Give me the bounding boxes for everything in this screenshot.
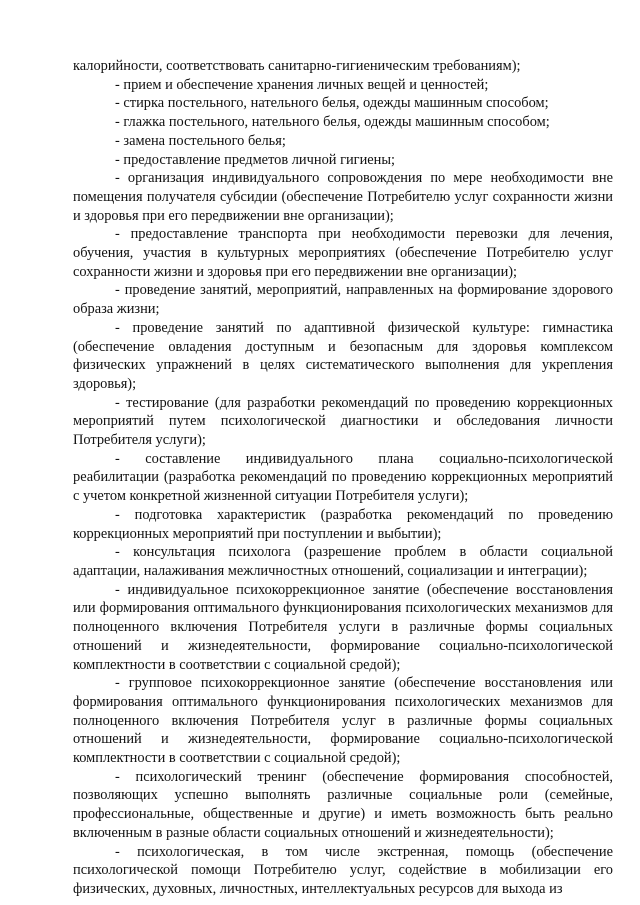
document-body xyxy=(73,57,613,899)
list-item: - предоставление предметов личной гигиены; xyxy=(115,151,396,168)
list-item: - проведение занятий по адаптивной физической культуре: гимнастика (обеспечение овладения доступным и безопасным для здоровья комплексом физических упражнений в целях систематического выполнения для укрепления здоровья); xyxy=(73,319,613,392)
list-item: - глажка постельного, нательного белья, одежды машинным способом; xyxy=(115,114,550,131)
list-item: - групповое психокоррекционное занятие (обеспечение восстановления или формирования оптимального функционирования психологических механизмов для полноценного включения Потребителя услуг в различные формы социальных отношений и жизнедеятельности, формирование социально-психологической комплектности в соответствии с социальной средой); xyxy=(73,675,613,767)
list-item: - составление индивидуального плана социально-психологической реабилитации (разработка рекомендаций по проведению коррекционных мероприятий с учетом конкретной жизненной ситуации Потребителя услуги); xyxy=(73,450,613,505)
list-item: - психологическая, в том числе экстренная, помощь (обеспечение психологической помощи Потребителю услуг, содействие в мобилизации его физических, духовных, личностных, интеллектуальных ресурсов для выхода из xyxy=(73,843,613,897)
list-item: - стирка постельного, нательного белья, одежды машинным способом; xyxy=(115,95,549,112)
list-item: - проведение занятий, мероприятий, направленных на формирование здорового образа жизни; xyxy=(73,282,613,318)
paragraph: калорийности, соответствовать санитарно-гигиеническим требованиям); xyxy=(73,58,521,74)
list-item: - подготовка характеристик (разработка рекомендаций по проведению коррекционных мероприятий при поступлении и выбытии); xyxy=(73,506,613,542)
list-item: - консультация психолога (разрешение проблем в области социальной адаптации, налаживания межличностных отношений, социализации и интеграции); xyxy=(73,544,613,579)
list-item: - индивидуальное психокоррекционное занятие (обеспечение восстановления или формирования оптимального функционирования психологических механизмов для полноценного включения Потребителя услуги в различные формы социальных отношений и жизнедеятельности, формирование социально-психологической комплектности в соответствии с социальной средой); xyxy=(73,581,613,673)
list-item: - замена постельного белья; xyxy=(115,132,286,149)
list-item: - организация индивидуального сопровождения по мере необходимости вне помещения получателя субсидии (обеспечение Потребителю услуг сохранности жизни и здоровья при его передвижении вне организации); xyxy=(73,170,613,224)
list-item: - предоставление транспорта при необходимости перевозки для лечения, обучения, участия в культурных мероприятиях (обеспечение Потребителю услуг сохранности жизни и здоровья при его передвижении вне организации); xyxy=(73,226,613,280)
list-item: - тестирование (для разработки рекомендаций по проведению коррекционных мероприятий путем психологической диагностики и обследования личности Потребителя услуги); xyxy=(73,394,613,449)
list-item: - прием и обеспечение хранения личных вещей и ценностей; xyxy=(115,76,489,93)
list-item: - психологический тренинг (обеспечение формирования способностей, позволяющих успешно выполнять различные социальные роли (семейные, профессиональные, общественные и другие) и иметь возможность быть реально включенным в разные области социальных отношений и жизнедеятельности); xyxy=(73,768,613,841)
